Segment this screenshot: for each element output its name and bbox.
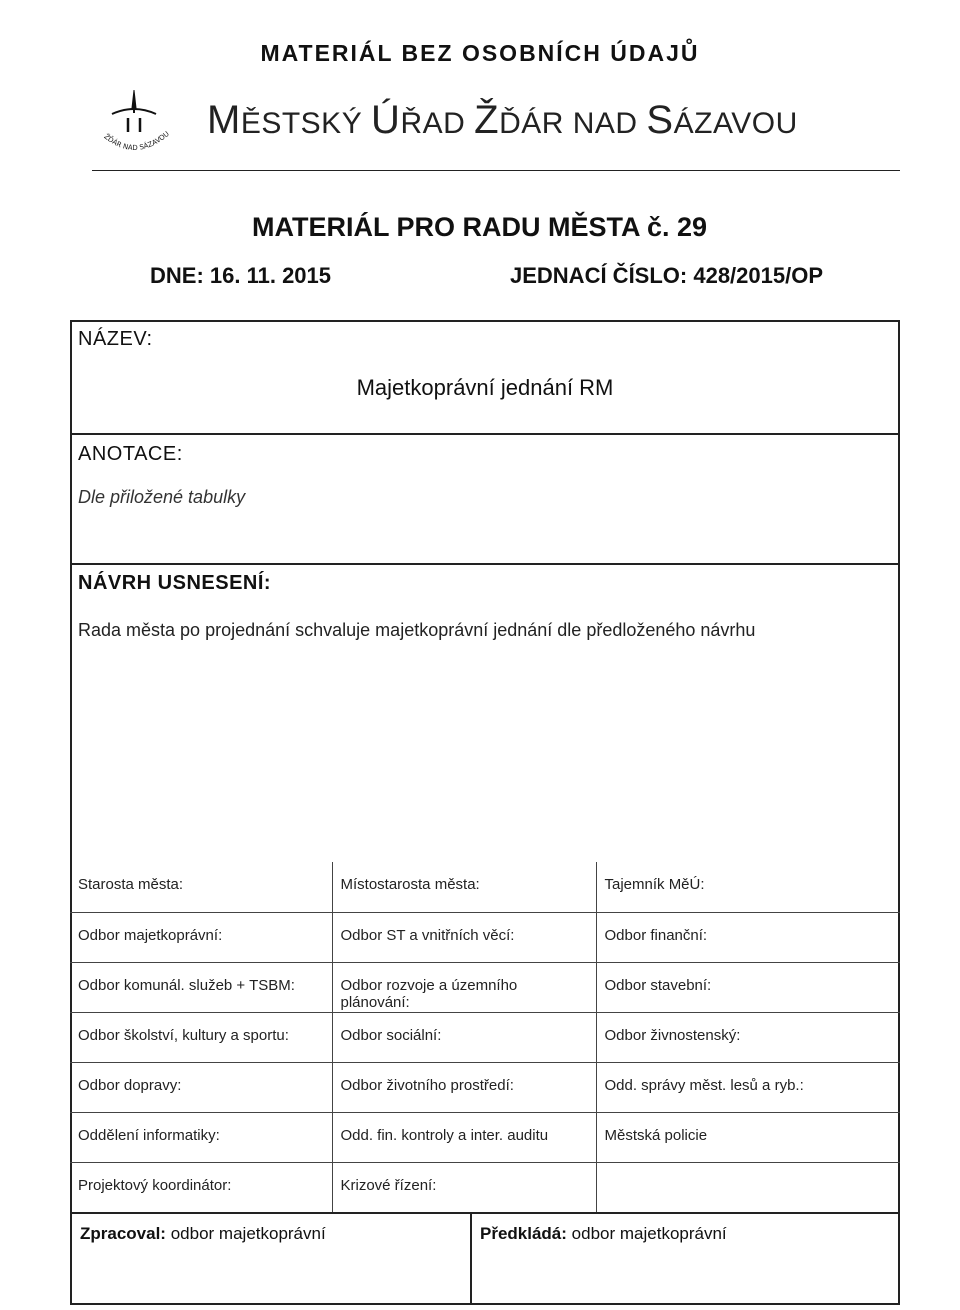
grid-row — [70, 962, 900, 1012]
grid-cell: Odbor životního prostředí: — [332, 1062, 596, 1112]
grid-cell: Tajemník MěÚ: — [596, 862, 900, 912]
reference-number: JEDNACÍ ČÍSLO: 428/2015/OP — [510, 263, 824, 288]
grid-row — [70, 1062, 900, 1112]
grid-cell: Odbor dopravy: — [70, 1062, 332, 1112]
predklada-label: Předkládá: — [480, 1224, 567, 1243]
anotace-value: Dle přiložené tabulky — [78, 487, 246, 507]
grid-cell: Odbor finanční: — [596, 912, 900, 962]
predklada-value: odbor majetkoprávní — [571, 1224, 727, 1243]
material-title: MATERIÁL PRO RADU MĚSTA č. 29 — [252, 212, 708, 242]
grid-cell: Odbor ST a vnitřních věcí: — [332, 912, 596, 962]
svg-text:ŽĎÁR NAD SÁZAVOU — [102, 130, 170, 152]
grid-row — [70, 912, 900, 962]
grid-cell: Místostarosta města: — [332, 862, 596, 912]
grid-cell: Odd. fin. kontroly a inter. auditu — [332, 1112, 596, 1162]
meeting-date: DNE: 16. 11. 2015 — [150, 263, 332, 288]
predklada-field — [480, 1224, 727, 1244]
logo-lettering: ŽĎÁR NAD SÁZAVOU — [102, 129, 171, 153]
office-name: MĚSTSKÝ ÚŘAD ŽĎÁR NAD SÁZAVOU — [207, 98, 798, 142]
grid-cell: Odbor živnostenský: — [596, 1012, 900, 1062]
nazev-value: Majetkoprávní jednání RM — [356, 375, 614, 400]
anotace-label: ANOTACE: — [78, 443, 183, 465]
approval-grid — [70, 862, 900, 1213]
document-banner: MATERIÁL BEZ OSOBNÍCH ÚDAJŮ — [260, 40, 700, 66]
header-divider — [92, 170, 900, 171]
grid-row — [70, 862, 900, 912]
zpracoval-label: Zpracoval: — [80, 1224, 166, 1243]
grid-row — [70, 1012, 900, 1062]
grid-cell: Odbor rozvoje a územního plánování: — [332, 962, 596, 1012]
grid-cell: Odbor komunál. služeb + TSBM: — [70, 962, 332, 1012]
zpracoval-field — [80, 1224, 326, 1244]
section-divider — [70, 563, 900, 565]
grid-cell: Odbor majetkoprávní: — [70, 912, 332, 962]
navrh-label: NÁVRH USNESENÍ: — [78, 572, 272, 594]
zpracoval-value: odbor majetkoprávní — [170, 1224, 326, 1243]
grid-cell: Odbor sociální: — [332, 1012, 596, 1062]
grid-cell: Odbor školství, kultury a sportu: — [70, 1012, 332, 1062]
grid-cell: Projektový koordinátor: — [70, 1162, 332, 1212]
footer-divider — [470, 1212, 472, 1305]
grid-cell: Odbor stavební: — [596, 962, 900, 1012]
grid-cell: Starosta města: — [70, 862, 332, 912]
city-logo — [92, 86, 182, 166]
grid-row — [70, 1112, 900, 1162]
navrh-value: Rada města po projednání schvaluje majetkoprávní jednání dle předloženého návrhu — [78, 620, 756, 640]
grid-row — [70, 1162, 900, 1212]
section-divider — [70, 433, 900, 435]
grid-cell: Krizové řízení: — [332, 1162, 596, 1212]
nazev-label: NÁZEV: — [78, 328, 153, 350]
grid-cell — [596, 1162, 900, 1212]
grid-cell: Oddělení informatiky: — [70, 1112, 332, 1162]
grid-cell: Městská policie — [596, 1112, 900, 1162]
grid-cell: Odd. správy měst. lesů a ryb.: — [596, 1062, 900, 1112]
